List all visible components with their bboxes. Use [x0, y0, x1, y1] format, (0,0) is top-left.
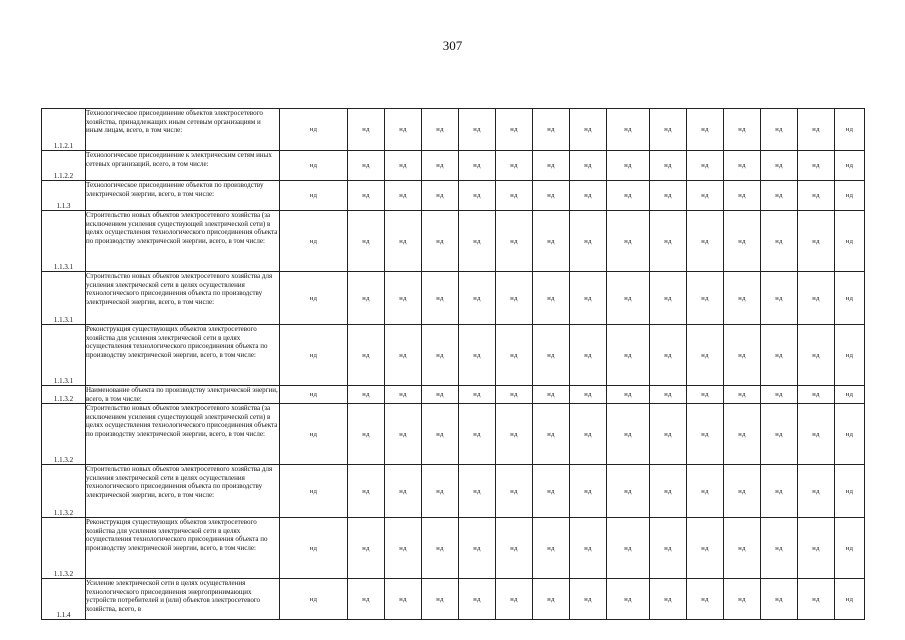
value-cell: нд	[607, 325, 650, 386]
value-cell: нд	[459, 386, 496, 404]
table-row	[42, 151, 865, 181]
value-cell: нд	[687, 404, 724, 465]
value-cell: нд	[422, 109, 459, 151]
row-description: Наименование объекта по производству электрической энергии, всего, в том числе:	[86, 386, 278, 403]
row-description: Технологическое присоединение объектов электросетевого хозяйства, принадлежащих иным сетевым организациям и иным лицам, всего, в том числе:	[86, 109, 280, 151]
value-cell: нд	[533, 404, 570, 465]
value-cell: нд	[798, 579, 835, 620]
value-cell: нд	[798, 211, 835, 272]
value-cell: нд	[422, 579, 459, 620]
value-cell: нд	[761, 181, 798, 211]
value-cell: нд	[650, 518, 687, 579]
value-cell: нд	[459, 151, 496, 181]
value-cell: нд	[459, 465, 496, 518]
value-cell: нд	[422, 272, 459, 325]
value-cell: нд	[798, 181, 835, 211]
table-row	[42, 518, 865, 579]
value-cell: нд	[459, 272, 496, 325]
value-cell: нд	[348, 151, 385, 181]
row-code: 1.1.2.2	[42, 151, 86, 181]
value-cell: нд	[835, 386, 865, 404]
value-cell: нд	[459, 211, 496, 272]
value-cell: нд	[422, 386, 459, 404]
row-code: 1.1.3.1	[42, 211, 86, 272]
value-cell: нд	[835, 579, 865, 620]
value-cell: нд	[570, 386, 607, 404]
value-cell: нд	[650, 325, 687, 386]
value-cell: нд	[348, 109, 385, 151]
value-cell: нд	[687, 272, 724, 325]
value-cell: нд	[385, 151, 422, 181]
value-cell: нд	[570, 151, 607, 181]
value-cell: нд	[687, 325, 724, 386]
value-cell: нд	[835, 404, 865, 465]
value-cell: нд	[687, 518, 724, 579]
value-cell: нд	[835, 518, 865, 579]
value-cell: нд	[385, 272, 422, 325]
value-cell: нд	[385, 465, 422, 518]
value-cell: нд	[570, 404, 607, 465]
value-cell: нд	[422, 404, 459, 465]
value-cell: нд	[533, 151, 570, 181]
value-cell: нд	[348, 404, 385, 465]
value-cell: нд	[761, 579, 798, 620]
value-cell: нд	[348, 386, 385, 404]
value-cell: нд	[570, 579, 607, 620]
value-cell: нд	[348, 325, 385, 386]
value-cell: нд	[533, 386, 570, 404]
value-cell: нд	[533, 518, 570, 579]
table-body	[42, 109, 865, 620]
value-cell: нд	[533, 272, 570, 325]
value-cell: нд	[724, 211, 761, 272]
page-number: 307	[442, 38, 463, 53]
row-code: 1.1.3.2	[42, 465, 86, 518]
value-cell: нд	[533, 579, 570, 620]
value-cell: нд	[607, 579, 650, 620]
value-cell: нд	[422, 325, 459, 386]
value-cell: нд	[724, 325, 761, 386]
value-cell: нд	[280, 325, 348, 386]
value-cell: нд	[607, 518, 650, 579]
value-cell: нд	[496, 109, 533, 151]
value-cell: нд	[607, 151, 650, 181]
value-cell: нд	[835, 211, 865, 272]
value-cell: нд	[570, 211, 607, 272]
value-cell: нд	[607, 272, 650, 325]
value-cell: нд	[385, 404, 422, 465]
value-cell: нд	[650, 109, 687, 151]
value-cell: нд	[280, 465, 348, 518]
value-cell: нд	[348, 272, 385, 325]
value-cell: нд	[385, 325, 422, 386]
value-cell: нд	[496, 386, 533, 404]
value-cell: нд	[496, 211, 533, 272]
value-cell: нд	[422, 211, 459, 272]
value-cell: нд	[459, 325, 496, 386]
value-cell: нд	[459, 181, 496, 211]
value-cell: нд	[533, 181, 570, 211]
value-cell: нд	[533, 109, 570, 151]
value-cell: нд	[280, 579, 348, 620]
value-cell: нд	[724, 579, 761, 620]
row-description: Строительство новых объектов электросетевого хозяйства для усиления электрической сети в целях осуществления технологического присоединения объекта по производству электрической энергии, всего, в том числе:	[86, 272, 280, 325]
value-cell: нд	[348, 181, 385, 211]
table-row	[42, 272, 865, 325]
value-cell: нд	[496, 181, 533, 211]
value-cell: нд	[280, 211, 348, 272]
value-cell: нд	[835, 151, 865, 181]
table-row	[42, 386, 865, 404]
value-cell: нд	[835, 465, 865, 518]
value-cell: нд	[724, 386, 761, 404]
value-cell: нд	[496, 151, 533, 181]
value-cell: нд	[724, 404, 761, 465]
row-code: 1.1.3.1	[42, 325, 86, 386]
value-cell: нд	[835, 272, 865, 325]
value-cell: нд	[280, 404, 348, 465]
value-cell: нд	[798, 386, 835, 404]
value-cell: нд	[687, 151, 724, 181]
value-cell: нд	[422, 181, 459, 211]
row-code: 1.1.3.2	[42, 518, 86, 579]
value-cell: нд	[280, 386, 348, 404]
value-cell: нд	[798, 404, 835, 465]
value-cell: нд	[607, 404, 650, 465]
row-description: Технологическое присоединение объектов по производству электрической энергии, всего, в том числе:	[86, 181, 280, 211]
value-cell: нд	[650, 579, 687, 620]
value-cell: нд	[459, 109, 496, 151]
row-description: Реконструкция существующих объектов электросетевого хозяйства для усиления электрической сети в целях осуществления технологического присоединения объекта по производству электрической энергии, всего, в том числе:	[86, 325, 280, 386]
value-cell: нд	[385, 518, 422, 579]
value-cell: нд	[533, 465, 570, 518]
value-cell: нд	[385, 211, 422, 272]
value-cell: нд	[761, 272, 798, 325]
value-cell: нд	[650, 151, 687, 181]
row-description: Усиление электрической сети в целях осуществления технологического присоединения энергопринимающих устройств потребителей и (или) объектов электросетевого хозяйства, всего, в	[86, 579, 280, 620]
value-cell: нд	[459, 579, 496, 620]
value-cell: нд	[724, 109, 761, 151]
value-cell: нд	[280, 151, 348, 181]
value-cell: нд	[798, 272, 835, 325]
value-cell: нд	[761, 151, 798, 181]
value-cell: нд	[607, 465, 650, 518]
table-row	[42, 579, 865, 620]
value-cell: нд	[496, 272, 533, 325]
value-cell: нд	[280, 109, 348, 151]
value-cell: нд	[687, 465, 724, 518]
value-cell: нд	[496, 404, 533, 465]
value-cell: нд	[761, 386, 798, 404]
row-description: Строительство новых объектов электросетевого хозяйства для усиления электрической сети в целях осуществления технологического присоединения объекта по производству электрической энергии, всего, в том числе:	[86, 465, 280, 518]
value-cell: нд	[533, 211, 570, 272]
value-cell: нд	[650, 386, 687, 404]
value-cell: нд	[687, 109, 724, 151]
row-code: 1.1.3.1	[42, 272, 86, 325]
row-description: Реконструкция существующих объектов электросетевого хозяйства для усиления электрической сети в целях осуществления технологического присоединения объекта по производству электрической энергии, всего, в том числе:	[86, 518, 280, 579]
value-cell: нд	[724, 272, 761, 325]
value-cell: нд	[798, 518, 835, 579]
value-cell: нд	[687, 181, 724, 211]
value-cell: нд	[280, 181, 348, 211]
row-code: 1.1.3.2	[42, 386, 86, 404]
value-cell: нд	[533, 325, 570, 386]
value-cell: нд	[348, 518, 385, 579]
value-cell: нд	[798, 325, 835, 386]
value-cell: нд	[348, 211, 385, 272]
value-cell: нд	[798, 109, 835, 151]
value-cell: нд	[761, 109, 798, 151]
value-cell: нд	[459, 404, 496, 465]
value-cell: нд	[385, 181, 422, 211]
value-cell: нд	[798, 465, 835, 518]
value-cell: нд	[798, 151, 835, 181]
row-code: 1.1.4	[42, 579, 86, 620]
value-cell: нд	[385, 386, 422, 404]
value-cell: нд	[348, 579, 385, 620]
value-cell: нд	[761, 325, 798, 386]
value-cell: нд	[835, 325, 865, 386]
row-description: Технологическое присоединение к электрическим сетям иных сетевых организаций, всего, в том числе:	[86, 151, 280, 181]
table-row	[42, 404, 865, 465]
value-cell: нд	[385, 579, 422, 620]
value-cell: нд	[280, 272, 348, 325]
value-cell: нд	[422, 518, 459, 579]
value-cell: нд	[570, 465, 607, 518]
value-cell: нд	[724, 151, 761, 181]
value-cell: нд	[496, 579, 533, 620]
value-cell: нд	[650, 211, 687, 272]
table-row	[42, 109, 865, 151]
value-cell: нд	[570, 109, 607, 151]
value-cell: нд	[761, 404, 798, 465]
value-cell: нд	[724, 518, 761, 579]
value-cell: нд	[835, 181, 865, 211]
value-cell: нд	[422, 465, 459, 518]
value-cell: нд	[687, 579, 724, 620]
value-cell: нд	[607, 386, 650, 404]
row-description: Строительство новых объектов электросетевого хозяйства (за исключением усиления существующей электрической сети) в целях осуществления технологического присоединения объекта по производству электрической энергии, всего, в том числе:	[86, 211, 280, 272]
value-cell: нд	[761, 211, 798, 272]
investment-table	[41, 108, 865, 620]
value-cell: нд	[570, 272, 607, 325]
table-row	[42, 325, 865, 386]
value-cell: нд	[570, 518, 607, 579]
value-cell: нд	[385, 109, 422, 151]
value-cell: нд	[607, 181, 650, 211]
value-cell: нд	[650, 404, 687, 465]
value-cell: нд	[496, 518, 533, 579]
value-cell: нд	[650, 181, 687, 211]
value-cell: нд	[280, 518, 348, 579]
value-cell: нд	[607, 109, 650, 151]
table-row	[42, 211, 865, 272]
value-cell: нд	[496, 465, 533, 518]
table-row	[42, 465, 865, 518]
row-description: Строительство новых объектов электросетевого хозяйства (за исключением усиления существующей электрической сети) в целях осуществления технологического присоединения объекта по производству электрической энергии, всего, в том числе:	[86, 404, 280, 465]
value-cell: нд	[724, 465, 761, 518]
value-cell: нд	[570, 181, 607, 211]
row-code: 1.1.2.1	[42, 109, 86, 151]
value-cell: нд	[724, 181, 761, 211]
value-cell: нд	[650, 272, 687, 325]
value-cell: нд	[607, 211, 650, 272]
value-cell: нд	[687, 211, 724, 272]
value-cell: нд	[761, 518, 798, 579]
value-cell: нд	[761, 465, 798, 518]
value-cell: нд	[687, 386, 724, 404]
row-code: 1.1.3.2	[42, 404, 86, 465]
value-cell: нд	[348, 465, 385, 518]
row-code: 1.1.3	[42, 181, 86, 211]
value-cell: нд	[570, 325, 607, 386]
value-cell: нд	[422, 151, 459, 181]
value-cell: нд	[650, 465, 687, 518]
value-cell: нд	[835, 109, 865, 151]
value-cell: нд	[496, 325, 533, 386]
value-cell: нд	[459, 518, 496, 579]
table-row	[42, 181, 865, 211]
